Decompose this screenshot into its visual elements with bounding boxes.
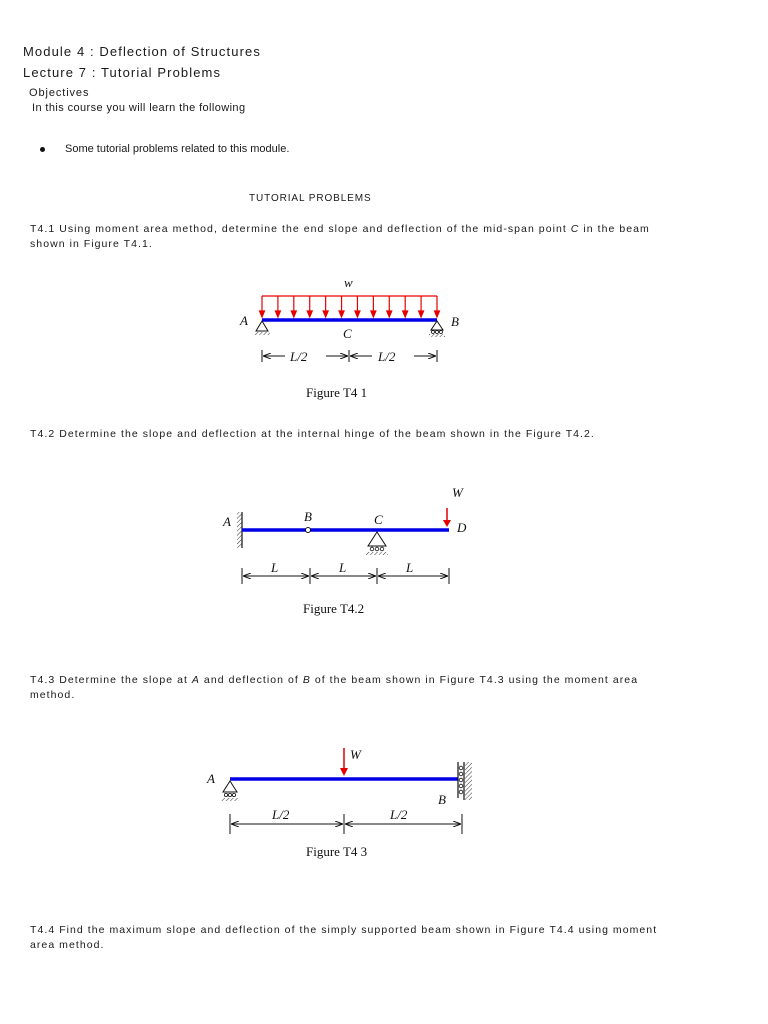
problem-text-b: and deflection of <box>199 674 303 686</box>
span-left-label: L/2 <box>290 349 308 364</box>
figure-t4-3 <box>206 747 472 859</box>
problem-emph-b: B <box>302 674 311 686</box>
point-load-arrow <box>340 748 348 776</box>
problem-text: Determine the slope and deflection at the internal hinge of the beam shown in the Figure T4.2. <box>59 428 595 440</box>
problem-emph-a: A <box>191 674 200 686</box>
roller-support <box>366 532 388 555</box>
internal-hinge <box>306 528 311 533</box>
problem-emph: C <box>570 223 580 235</box>
point-c-label: C <box>343 326 352 341</box>
problem-number: T4.3 <box>30 674 56 686</box>
objectives-heading: Objectives <box>29 87 90 99</box>
span-right-label: L/2 <box>378 349 396 364</box>
point-b-label: B <box>438 792 446 807</box>
dimension-line <box>230 814 462 834</box>
span-left-label: L/2 <box>272 807 290 822</box>
problem-text: Using moment area method, determine the end slope and deflection of the mid-span point <box>59 223 571 235</box>
problem-number: T4.1 <box>30 223 56 235</box>
load-arrow-head <box>339 311 344 317</box>
span-3-label: L <box>406 560 414 575</box>
roller-support <box>429 321 445 337</box>
load-arrow-head <box>435 311 440 317</box>
span-right-label: L/2 <box>390 807 408 822</box>
point-a-label: A <box>207 771 215 786</box>
fixed-support <box>237 512 242 548</box>
dimension-line <box>262 350 437 362</box>
point-a-label: A <box>223 514 231 529</box>
lecture-title: Lecture 7 : Tutorial Problems <box>23 65 222 80</box>
pin-support <box>254 321 270 335</box>
figure-caption: Figure T4 1 <box>306 385 368 400</box>
point-load-arrow <box>443 508 451 527</box>
problem-number: T4.2 <box>30 428 56 440</box>
objectives-intro: In this course you will learn the following <box>32 102 246 114</box>
objective-text: Some tutorial problems related to this module. <box>65 143 290 155</box>
figure-t4-1 <box>239 275 459 400</box>
problem-text-c: of the beam shown in Figure T4.3 using the moment area method. <box>30 674 639 701</box>
load-arrow-head <box>260 311 265 317</box>
figure-caption: Figure T4.2 <box>303 601 365 616</box>
point-c-label: C <box>374 512 383 527</box>
section-heading: TUTORIAL PROBLEMS <box>249 193 372 204</box>
load-label: W <box>350 747 361 762</box>
point-b-label: B <box>451 314 459 329</box>
problem-text-tail: in the beam shown in Figure T4.1. <box>30 223 650 250</box>
load-label: W <box>452 485 463 500</box>
problem-text: Determine the slope at <box>59 674 192 686</box>
problem-text: Find the maximum slope and deflection of the simply supported beam shown in Figure T4.4 using moment area method. <box>30 924 658 951</box>
load-arrow-head <box>371 311 376 317</box>
load-arrow-head <box>291 311 296 317</box>
roller-support <box>221 781 239 801</box>
load-arrow-head <box>355 311 360 317</box>
span-1-label: L <box>271 560 279 575</box>
point-b-label: B <box>304 509 312 524</box>
figure-t4-2 <box>222 485 467 616</box>
figure-caption: Figure T4 3 <box>306 844 368 859</box>
module-title: Module 4 : Deflection of Structures <box>23 44 261 59</box>
load-arrow-head <box>307 311 312 317</box>
load-arrow-head <box>275 311 280 317</box>
guided-support <box>458 762 472 800</box>
distributed-load <box>260 296 440 317</box>
load-label: w <box>344 275 353 290</box>
span-2-label: L <box>339 560 347 575</box>
load-arrow-head <box>403 311 408 317</box>
problem-number: T4.4 <box>30 924 56 936</box>
load-arrow-head <box>387 311 392 317</box>
point-a-label: A <box>240 313 248 328</box>
load-arrow-head <box>419 311 424 317</box>
load-arrow-head <box>323 311 328 317</box>
point-d-label: D <box>457 520 467 535</box>
